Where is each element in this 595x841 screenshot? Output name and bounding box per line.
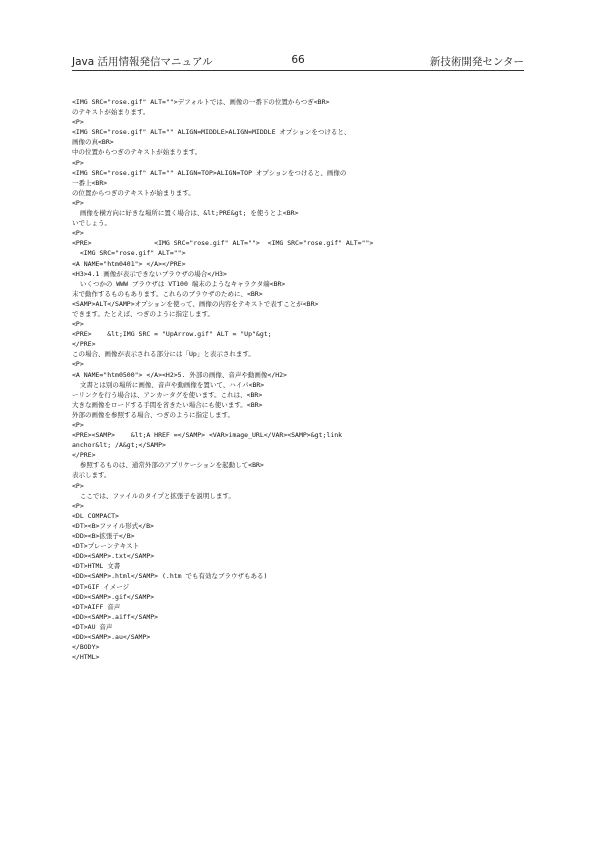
document-body xyxy=(72,97,524,662)
header-rule xyxy=(72,70,524,71)
code-line: <DD><SAMP>.gif</SAMP> xyxy=(72,592,155,601)
code-line: <P> xyxy=(72,481,84,490)
code-line: </HTML> xyxy=(72,653,100,662)
code-line: <DD><SAMP>.txt</SAMP> xyxy=(72,552,155,561)
code-line: <A NAME="htm0401"> </A></PRE> xyxy=(72,259,186,268)
code-line: <DT>GIF イメージ xyxy=(72,582,130,591)
code-line: 中の位置からつぎのテキストが始まります。 xyxy=(72,148,202,157)
code-line: <P> xyxy=(72,118,84,127)
code-line: <P> xyxy=(72,360,84,369)
code-line: <DD><B>拡張子</B> xyxy=(72,532,135,541)
code-line: <P> xyxy=(72,229,84,238)
code-line: 外部の画像を参照する場合、つぎのように指定します。 xyxy=(72,410,234,419)
code-line: できます。たとえば、つぎのように指定します。 xyxy=(72,309,214,318)
code-line: ーリンクを行う場合は、アンカータグを使います。これは、<BR> xyxy=(72,390,263,399)
code-line: <DL COMPACT> xyxy=(72,511,119,520)
code-line: の位置からつぎのテキストが始まります。 xyxy=(72,188,195,197)
code-line: <IMG SRC="rose.gif" ALT=""> xyxy=(72,249,186,258)
code-line: <A NAME="htm0500"> </A><H2>5. 外部の画像、音声や動画像</H2> xyxy=(72,370,287,379)
code-line: のテキストが始まります。 xyxy=(72,108,150,117)
code-line: <P> xyxy=(72,320,84,329)
code-line: <PRE> &lt;IMG SRC = "UpArrow.gif" ALT = "Up"&gt; xyxy=(72,330,272,339)
code-line: <DT><B>ファイル形式</B> xyxy=(72,521,154,530)
code-line: </BODY> xyxy=(72,643,100,652)
code-line: <P> xyxy=(72,421,84,429)
code-line: 文書とは別の場所に画像、音声や動画像を置いて、ハイパ<BR> xyxy=(72,380,265,389)
code-line: 末で動作するものもあります。これらのブラウザのために、<BR> xyxy=(72,289,263,298)
code-line: この場合、画像が表示される部分には「Up」と表示されます。 xyxy=(72,350,255,359)
code-line: いでしょう。 xyxy=(72,219,111,228)
code-line: <IMG SRC="rose.gif" ALT="" ALIGN=TOP>ALIGN=TOP オプションをつけると、画像の xyxy=(72,168,347,177)
header-title: Java 活用情報発信マニュアル xyxy=(72,56,213,68)
code-line: <DT>プレーンテキスト xyxy=(72,542,140,551)
code-line: <IMG SRC="rose.gif" ALT="">デフォルトでは、画像の一番下の位置からつぎ<BR> xyxy=(72,98,330,106)
code-line: <H3>4.1 画像が表示できないブラウザの場合</H3> xyxy=(72,269,227,278)
page-header xyxy=(72,54,524,70)
code-line: <DT>AIFF 音声 xyxy=(72,602,121,611)
code-line: <DD><SAMP>.html</SAMP> (.htm でも有効なブラウザもある) xyxy=(72,572,268,581)
code-line: <DT>HTML 文書 xyxy=(72,562,121,571)
code-line: <P> xyxy=(72,198,84,207)
code-line: 大きな画像をロードする手間を省きたい場合にも使います。<BR> xyxy=(72,400,263,409)
code-line: <DD><SAMP>.au</SAMP> xyxy=(72,632,151,641)
code-line: <SAMP>ALT</SAMP>オプションを使って、画像の内容をテキストで表すことが<BR> xyxy=(72,299,319,308)
code-line: <DD><SAMP>.aiff</SAMP> xyxy=(72,612,159,621)
code-line: 参照するものは、通常外部のアプリケーションを起動して<BR> xyxy=(72,461,264,470)
code-line: <DT>AU 音声 xyxy=(72,622,113,631)
code-line: 表示します。 xyxy=(72,471,111,480)
code-line: <PRE><SAMP> &lt;A HREF =</SAMP> <VAR>image_URL</VAR><SAMP>&gt;link xyxy=(72,431,343,440)
code-line: </PRE> xyxy=(72,451,96,460)
code-line: 画像の真<BR> xyxy=(72,138,114,147)
code-line: ここでは、ファイルのタイプと拡張子を説明します。 xyxy=(72,491,235,500)
code-line: いくつかの WWW ブラウザは VT100 端末のようなキャラクタ端<BR> xyxy=(72,279,286,288)
code-line: <IMG SRC="rose.gif" ALT="" ALIGN=MIDDLE>ALIGN=MIDDLE オプションをつけると、 xyxy=(72,128,351,137)
code-line: <P> xyxy=(72,501,84,510)
code-line: </PRE> xyxy=(72,340,96,349)
page-number: 66 xyxy=(291,54,305,66)
header-organization: 新技術開発センター xyxy=(429,56,524,68)
code-line: 画像を横方向に好きな場所に置く場合は、&lt;PRE&gt; を使うとよ<BR> xyxy=(72,209,299,218)
code-line: <PRE> <IMG SRC="rose.gif" ALT=""> <IMG SRC="rose.gif" ALT=""> xyxy=(72,239,374,248)
code-line: 一番上<BR> xyxy=(72,178,108,187)
code-line: <P> xyxy=(72,158,84,167)
code-line: anchor&lt; /A&gt;</SAMP> xyxy=(72,441,166,450)
